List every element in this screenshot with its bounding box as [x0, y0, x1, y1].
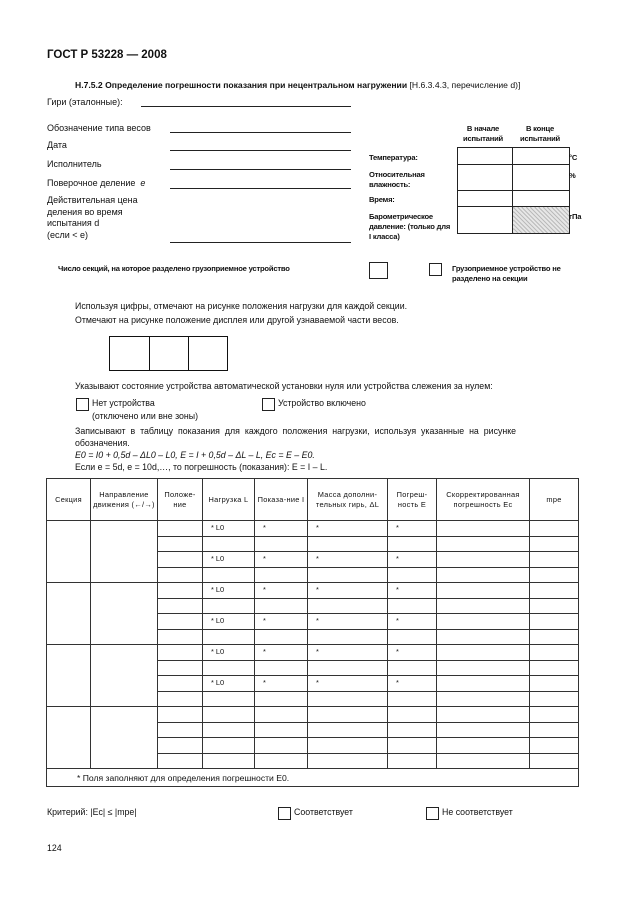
indication-cell[interactable]	[255, 753, 308, 769]
not-divided-checkbox[interactable]	[429, 263, 442, 276]
direction-cell[interactable]	[91, 645, 158, 707]
pressure-label: Барометрическое давление: (только для I класса)	[369, 212, 451, 241]
position-cell[interactable]	[158, 738, 203, 754]
col-section: Секция	[47, 479, 91, 521]
performer-field[interactable]	[170, 159, 351, 170]
indication-cell[interactable]	[255, 598, 308, 614]
l0-label: * L0	[211, 647, 225, 656]
indication-cell[interactable]	[255, 583, 308, 599]
date-label: Дата	[47, 140, 67, 150]
corrected-error-cell[interactable]	[437, 614, 530, 630]
position-cell[interactable]	[158, 645, 203, 661]
sketch-divider-2	[188, 337, 189, 370]
indication-cell[interactable]	[255, 707, 308, 723]
position-cell[interactable]	[158, 567, 203, 583]
device-on-checkbox[interactable]	[262, 398, 275, 411]
record-line-1: Записывают в таблицу показания для каждого положения нагрузки, используя указанные на рисунке	[75, 426, 517, 436]
indication-cell[interactable]	[255, 645, 308, 661]
load-cell[interactable]	[203, 521, 255, 537]
position-cell[interactable]	[158, 521, 203, 537]
actual-division-field[interactable]	[170, 232, 351, 243]
verification-field[interactable]	[170, 178, 351, 189]
star-mark: *	[263, 585, 266, 594]
added-mass-cell[interactable]	[308, 614, 388, 630]
type-label: Обозначение типа весов	[47, 123, 151, 133]
corrected-error-cell[interactable]	[437, 536, 530, 552]
added-mass-cell[interactable]	[308, 676, 388, 692]
humidity-label: Относительная влажность:	[369, 170, 425, 189]
load-cell[interactable]	[203, 629, 255, 645]
section-heading: Н.7.5.2 Определение погрешности показания при нецентральном нагружении	[75, 80, 408, 90]
star-mark: *	[263, 616, 266, 625]
corrected-error-cell[interactable]	[437, 629, 530, 645]
section-cell[interactable]	[47, 645, 91, 707]
temp-start-cell[interactable]	[458, 148, 513, 165]
temperature-label: Температура:	[369, 153, 418, 162]
page-number: 124	[47, 843, 62, 853]
indication-cell[interactable]	[255, 552, 308, 568]
document-code: ГОСТ Р 53228 — 2008	[47, 49, 167, 61]
col-load: Нагрузка L	[203, 479, 255, 521]
record-line-2: обозначения.	[75, 438, 130, 448]
added-mass-cell[interactable]	[308, 552, 388, 568]
added-mass-cell[interactable]	[308, 583, 388, 599]
col-start-header: В начале испытаний	[462, 124, 504, 143]
indication-cell[interactable]	[255, 629, 308, 645]
error-cell[interactable]	[388, 722, 437, 738]
error-cell[interactable]	[388, 567, 437, 583]
added-mass-cell[interactable]	[308, 722, 388, 738]
col-corrected-error: Скорректированная погрешность Ec	[437, 479, 530, 521]
indication-cell[interactable]	[255, 660, 308, 676]
section-cell[interactable]	[47, 521, 91, 583]
corrected-error-cell[interactable]	[437, 583, 530, 599]
sketch-divider-1	[149, 337, 150, 370]
mpe-cell[interactable]	[530, 691, 579, 707]
added-mass-cell[interactable]	[308, 598, 388, 614]
indication-cell[interactable]	[255, 722, 308, 738]
error-cell[interactable]	[388, 598, 437, 614]
verification-text: Поверочное деление	[47, 178, 136, 188]
load-cell[interactable]	[203, 707, 255, 723]
section-title	[75, 80, 595, 90]
table-header-row	[47, 479, 579, 521]
col-error: Погреш-ность E	[388, 479, 437, 521]
corrected-error-cell[interactable]	[437, 598, 530, 614]
load-cell[interactable]	[203, 645, 255, 661]
error-cell[interactable]	[388, 583, 437, 599]
position-cell[interactable]	[158, 691, 203, 707]
time-start-cell[interactable]	[458, 191, 513, 207]
mpe-cell[interactable]	[530, 536, 579, 552]
col-end-header: В конце испытаний	[519, 124, 561, 143]
indication-cell[interactable]	[255, 738, 308, 754]
position-cell[interactable]	[158, 722, 203, 738]
corrected-error-cell[interactable]	[437, 676, 530, 692]
load-cell[interactable]	[203, 552, 255, 568]
humidity-end-cell[interactable]	[513, 165, 570, 191]
position-cell[interactable]	[158, 676, 203, 692]
weights-field[interactable]	[141, 96, 351, 107]
l0-label: * L0	[211, 616, 225, 625]
no-device-label: Нет устройства	[92, 398, 155, 408]
load-cell[interactable]	[203, 722, 255, 738]
criteria-label: Критерий: |Ec| ≤ |mpe|	[47, 807, 137, 817]
pressure-end-cell-hatched	[513, 207, 570, 234]
star-mark: *	[316, 616, 319, 625]
mpe-cell[interactable]	[530, 753, 579, 769]
humidity-start-cell[interactable]	[458, 165, 513, 191]
added-mass-cell[interactable]	[308, 707, 388, 723]
added-mass-cell[interactable]	[308, 691, 388, 707]
instruction-line-2: Отмечают на рисунке положение дисплея или другой узнаваемой части весов.	[75, 315, 399, 325]
col-position: Положе-ние	[158, 479, 203, 521]
mpe-cell[interactable]	[530, 660, 579, 676]
mpe-cell[interactable]	[530, 583, 579, 599]
star-mark: *	[396, 585, 399, 594]
star-mark: *	[263, 647, 266, 656]
l0-label: * L0	[211, 523, 225, 532]
table-footnote: * Поля заполняют для определения погрешности E0.	[47, 769, 579, 787]
mpe-cell[interactable]	[530, 707, 579, 723]
added-mass-cell[interactable]	[308, 521, 388, 537]
star-mark: *	[316, 554, 319, 563]
load-cell[interactable]	[203, 583, 255, 599]
performer-label: Исполнитель	[47, 159, 102, 169]
mpe-cell[interactable]	[530, 598, 579, 614]
verification-symbol: e	[140, 178, 146, 188]
indication-cell[interactable]	[255, 691, 308, 707]
error-cell[interactable]	[388, 660, 437, 676]
col-indication: Показа-ние I	[255, 479, 308, 521]
indication-cell[interactable]	[255, 614, 308, 630]
actual-line-3: испытания d	[47, 218, 100, 228]
star-mark: *	[316, 647, 319, 656]
direction-cell[interactable]	[91, 583, 158, 645]
sections-count-box[interactable]	[369, 262, 388, 279]
temp-end-cell[interactable]	[513, 148, 570, 165]
table-row	[47, 521, 579, 537]
time-label: Время:	[369, 195, 395, 204]
error-cell[interactable]	[388, 521, 437, 537]
no-device-checkbox[interactable]	[76, 398, 89, 411]
added-mass-cell[interactable]	[308, 536, 388, 552]
corrected-error-cell[interactable]	[437, 521, 530, 537]
corrected-error-cell[interactable]	[437, 567, 530, 583]
actual-division-label	[47, 195, 138, 241]
mpe-cell[interactable]	[530, 521, 579, 537]
corrected-error-cell[interactable]	[437, 552, 530, 568]
error-cell[interactable]	[388, 645, 437, 661]
corrected-error-cell[interactable]	[437, 753, 530, 769]
error-cell[interactable]	[388, 552, 437, 568]
error-cell[interactable]	[388, 629, 437, 645]
load-cell[interactable]	[203, 738, 255, 754]
l0-label: * L0	[211, 678, 225, 687]
indication-cell[interactable]	[255, 676, 308, 692]
mpe-cell[interactable]	[530, 552, 579, 568]
corrected-error-cell[interactable]	[437, 738, 530, 754]
indication-cell[interactable]	[255, 536, 308, 552]
star-mark: *	[316, 523, 319, 532]
formula-1: E0 = I0 + 0,5d – ΔL0 – L0, E = I + 0,5d – ΔL – L, Ec = E – E0.	[75, 450, 315, 460]
load-cell[interactable]	[203, 536, 255, 552]
position-cell[interactable]	[158, 629, 203, 645]
added-mass-cell[interactable]	[308, 753, 388, 769]
error-cell[interactable]	[388, 707, 437, 723]
pass-label: Соответствует	[294, 807, 353, 817]
no-device-note: (отключено или вне зоны)	[92, 411, 199, 421]
star-mark: *	[263, 678, 266, 687]
indication-cell[interactable]	[255, 521, 308, 537]
star-mark: *	[396, 647, 399, 656]
load-cell[interactable]	[203, 660, 255, 676]
star-mark: *	[316, 585, 319, 594]
added-mass-cell[interactable]	[308, 645, 388, 661]
error-cell[interactable]	[388, 753, 437, 769]
time-end-cell[interactable]	[513, 191, 570, 207]
star-mark: *	[396, 616, 399, 625]
load-cell[interactable]	[203, 567, 255, 583]
table-row	[47, 583, 579, 599]
position-cell[interactable]	[158, 660, 203, 676]
device-on-label: Устройство включено	[278, 398, 366, 408]
mpe-cell[interactable]	[530, 567, 579, 583]
pressure-start-cell[interactable]	[458, 207, 513, 234]
position-cell[interactable]	[158, 707, 203, 723]
corrected-error-cell[interactable]	[437, 691, 530, 707]
sections-count-label: Число секций, на которое разделено грузоприемное устройство	[58, 264, 290, 273]
corrected-error-cell[interactable]	[437, 722, 530, 738]
date-field[interactable]	[170, 140, 351, 151]
position-cell[interactable]	[158, 536, 203, 552]
load-cell[interactable]	[203, 753, 255, 769]
error-cell[interactable]	[388, 536, 437, 552]
zero-device-title: Указывают состояние устройства автоматической установки нуля или устройства слежения за нулем:	[75, 381, 493, 391]
error-cell[interactable]	[388, 738, 437, 754]
position-cell[interactable]	[158, 583, 203, 599]
mpe-cell[interactable]	[530, 629, 579, 645]
weights-label: Гири (эталонные):	[47, 97, 123, 107]
direction-cell[interactable]	[91, 521, 158, 583]
added-mass-cell[interactable]	[308, 738, 388, 754]
results-table	[46, 478, 579, 787]
error-cell[interactable]	[388, 691, 437, 707]
fail-checkbox[interactable]	[426, 807, 439, 820]
load-cell[interactable]	[203, 691, 255, 707]
section-cell[interactable]	[47, 583, 91, 645]
l0-label: * L0	[211, 554, 225, 563]
formula-2: Если e = 5d, e = 10d,…, то погрешность (показания): E = I – L.	[75, 462, 328, 472]
table-row	[47, 645, 579, 661]
direction-cell[interactable]	[91, 707, 158, 769]
corrected-error-cell[interactable]	[437, 645, 530, 661]
added-mass-cell[interactable]	[308, 629, 388, 645]
humidity-unit: %	[569, 171, 576, 180]
position-cell[interactable]	[158, 614, 203, 630]
mpe-cell[interactable]	[530, 722, 579, 738]
verification-label	[47, 178, 145, 188]
mpe-cell[interactable]	[530, 676, 579, 692]
col-added-mass: Масса дополни-тельных гирь, ΔL	[308, 479, 388, 521]
load-cell[interactable]	[203, 676, 255, 692]
corrected-error-cell[interactable]	[437, 660, 530, 676]
actual-line-2: деления во время	[47, 206, 123, 217]
fail-label: Не соответствует	[442, 807, 513, 817]
error-cell[interactable]	[388, 614, 437, 630]
pass-checkbox[interactable]	[278, 807, 291, 820]
pressure-unit: гПа	[569, 212, 582, 221]
position-cell[interactable]	[158, 552, 203, 568]
actual-line-4: (если < e)	[47, 229, 89, 240]
conditions-table	[457, 147, 570, 234]
added-mass-cell[interactable]	[308, 567, 388, 583]
mpe-cell[interactable]	[530, 645, 579, 661]
type-field[interactable]	[170, 122, 351, 133]
mpe-cell[interactable]	[530, 738, 579, 754]
corrected-error-cell[interactable]	[437, 707, 530, 723]
temp-unit: °C	[569, 153, 578, 162]
load-cell[interactable]	[203, 598, 255, 614]
l0-label: * L0	[211, 585, 225, 594]
sections-sketch[interactable]	[109, 336, 228, 371]
col-mpe: mpe	[530, 479, 579, 521]
position-cell[interactable]	[158, 598, 203, 614]
col-direction: Направление движения (←/→)	[91, 479, 158, 521]
instruction-line-1: Используя цифры, отмечают на рисунке положения нагрузки для каждой секции.	[75, 301, 408, 311]
star-mark: *	[316, 678, 319, 687]
indication-cell[interactable]	[255, 567, 308, 583]
section-cell[interactable]	[47, 707, 91, 769]
table-row	[47, 707, 579, 723]
star-mark: *	[263, 523, 266, 532]
section-reference: [Н.6.3.4.3, перечисление d)]	[409, 80, 521, 90]
actual-line-1: Действительная цена	[47, 195, 138, 205]
position-cell[interactable]	[158, 753, 203, 769]
star-mark: *	[396, 523, 399, 532]
load-cell[interactable]	[203, 614, 255, 630]
error-cell[interactable]	[388, 676, 437, 692]
star-mark: *	[263, 554, 266, 563]
star-mark: *	[396, 554, 399, 563]
added-mass-cell[interactable]	[308, 660, 388, 676]
not-divided-label: Грузоприемное устройство не разделено на секции	[452, 264, 561, 283]
mpe-cell[interactable]	[530, 614, 579, 630]
star-mark: *	[396, 678, 399, 687]
